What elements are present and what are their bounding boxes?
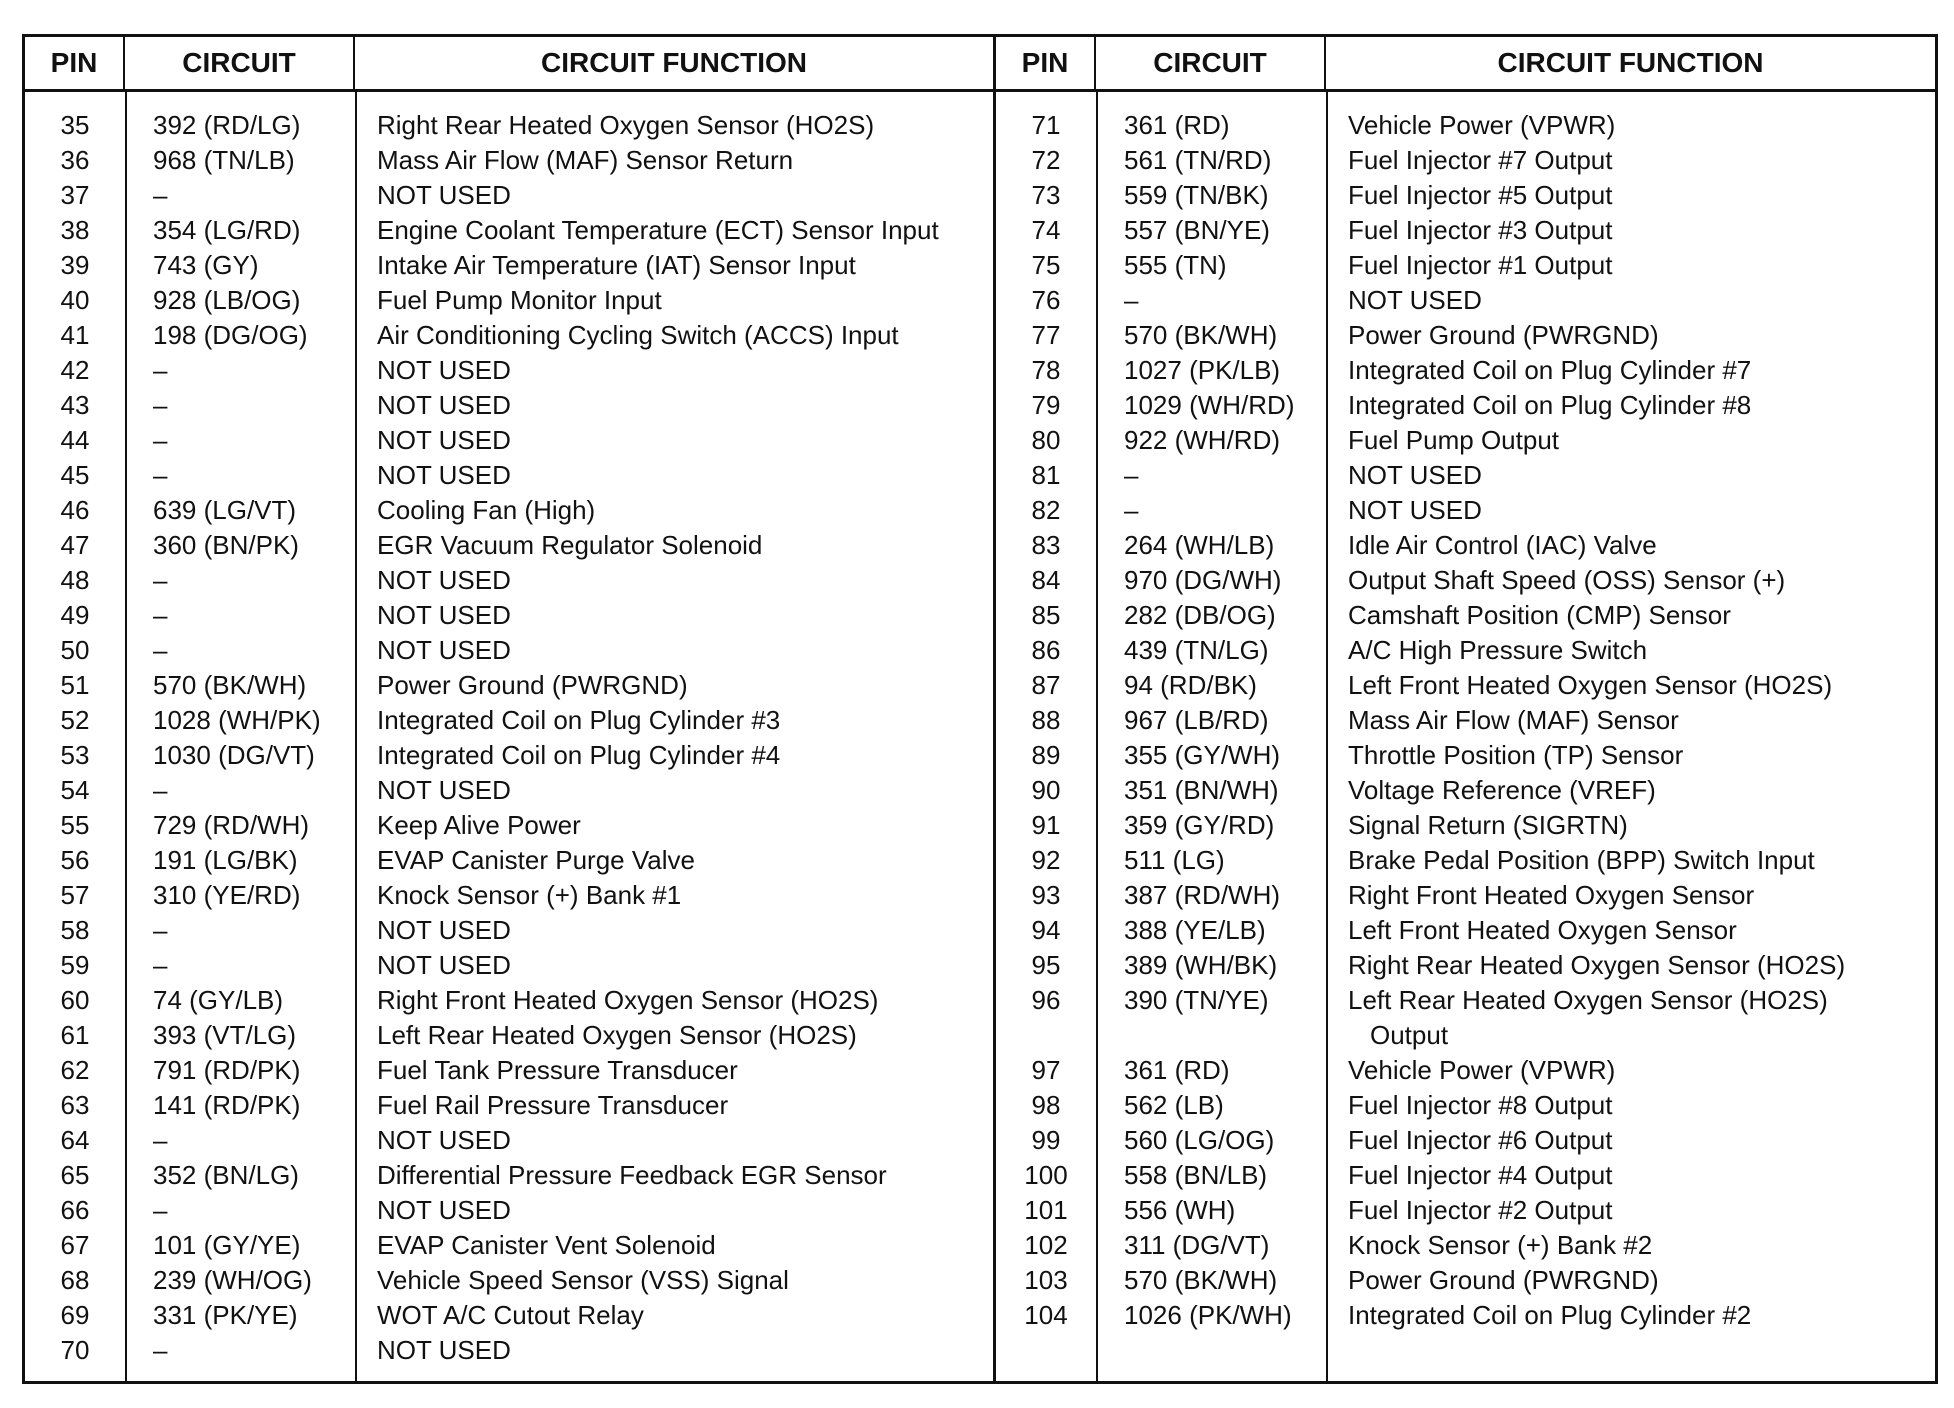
table-row (25, 1263, 993, 1298)
table-row (25, 948, 993, 983)
circuit-cell: 967 (LB/RD) (1124, 705, 1269, 735)
table-row (996, 703, 1935, 738)
pin-cell: 83 (1031, 530, 1061, 560)
pin-cell: 71 (1031, 110, 1061, 140)
pin-cell: 46 (60, 495, 90, 525)
function-cell: Fuel Injector #7 Output (1348, 145, 1613, 175)
pin-cell: 93 (1031, 880, 1061, 910)
table-row (996, 1053, 1935, 1088)
pin-cell: 94 (1031, 915, 1061, 945)
circuit-cell: – (153, 1335, 168, 1365)
function-cell: Fuel Rail Pressure Transducer (377, 1090, 729, 1120)
function-cell: Integrated Coil on Plug Cylinder #4 (377, 740, 781, 770)
circuit-cell: – (1124, 285, 1139, 315)
function-cell: Vehicle Speed Sensor (VSS) Signal (377, 1265, 789, 1295)
pin-cell: 64 (60, 1125, 90, 1155)
circuit-cell: 352 (BN/LG) (153, 1160, 299, 1190)
pin-cell: 96 (1031, 985, 1061, 1015)
table-row (25, 248, 993, 283)
circuit-cell: 264 (WH/LB) (1124, 530, 1275, 560)
left-rows (25, 108, 993, 1368)
table-row (25, 808, 993, 843)
function-cell: Differential Pressure Feedback EGR Sensor (377, 1160, 887, 1190)
table-row (996, 528, 1935, 563)
pin-cell: 78 (1031, 355, 1061, 385)
function-cell: Cooling Fan (High) (377, 495, 596, 525)
circuit-cell: 282 (DB/OG) (1124, 600, 1276, 630)
pin-cell: 42 (60, 355, 90, 385)
table-row (996, 213, 1935, 248)
function-cell: Fuel Injector #5 Output (1348, 180, 1613, 210)
pin-cell: 92 (1031, 845, 1061, 875)
function-cell: Idle Air Control (IAC) Valve (1348, 530, 1657, 560)
circuit-cell: 639 (LG/VT) (153, 495, 297, 525)
circuit-cell: 361 (RD) (1124, 110, 1230, 140)
pin-cell: 59 (60, 950, 90, 980)
pin-cell: 56 (60, 845, 90, 875)
pin-cell: 86 (1031, 635, 1061, 665)
circuit-cell: 198 (DG/OG) (153, 320, 308, 350)
function-cell: Air Conditioning Cycling Switch (ACCS) Input (377, 320, 899, 350)
circuit-cell: 559 (TN/BK) (1124, 180, 1269, 210)
circuit-cell: 1028 (WH/PK) (153, 705, 321, 735)
table-row (996, 458, 1935, 493)
function-cell: Power Ground (PWRGND) (1348, 1265, 1659, 1295)
function-cell: Left Rear Heated Oxygen Sensor (HO2S) (377, 1020, 857, 1050)
table-row (996, 178, 1935, 213)
function-cell: Fuel Injector #1 Output (1348, 250, 1613, 280)
table-row (25, 108, 993, 143)
table-row (996, 1158, 1935, 1193)
table-row (996, 143, 1935, 178)
circuit-cell: 393 (VT/LG) (153, 1020, 297, 1050)
pin-cell: 57 (60, 880, 90, 910)
pin-cell: 101 (1024, 1195, 1068, 1225)
table-row (25, 1123, 993, 1158)
pin-cell: 48 (60, 565, 90, 595)
function-cell: Left Front Heated Oxygen Sensor (HO2S) (1348, 670, 1833, 700)
function-cell: Throttle Position (TP) Sensor (1348, 740, 1684, 770)
pin-cell: 104 (1024, 1300, 1068, 1330)
circuit-cell: – (153, 635, 168, 665)
pin-cell: 43 (60, 390, 90, 420)
circuit-cell: – (1124, 460, 1139, 490)
pin-cell: 77 (1031, 320, 1061, 350)
pin-cell: 70 (60, 1335, 90, 1365)
table-row (996, 843, 1935, 878)
pin-cell: 51 (60, 670, 90, 700)
circuit-cell: 743 (GY) (153, 250, 259, 280)
function-cell: NOT USED (377, 635, 511, 665)
circuit-cell: 570 (BK/WH) (153, 670, 307, 700)
pin-cell: 100 (1024, 1160, 1068, 1190)
pin-cell: 102 (1024, 1230, 1068, 1260)
function-cell: EGR Vacuum Regulator Solenoid (377, 530, 763, 560)
pin-cell: 62 (60, 1055, 90, 1085)
function-cell: A/C High Pressure Switch (1348, 635, 1648, 665)
function-cell: Integrated Coil on Plug Cylinder #7 (1348, 355, 1752, 385)
pin-cell: 74 (1031, 215, 1061, 245)
pin-cell: 68 (60, 1265, 90, 1295)
circuit-cell: 389 (WH/BK) (1124, 950, 1278, 980)
pin-cell: 103 (1024, 1265, 1068, 1295)
pin-cell: 98 (1031, 1090, 1061, 1120)
function-cell: Right Front Heated Oxygen Sensor (HO2S) (377, 985, 879, 1015)
table-row (996, 1088, 1935, 1123)
pin-cell: 35 (60, 110, 90, 140)
pin-cell: 54 (60, 775, 90, 805)
table-row (25, 1298, 993, 1333)
pin-cell: 50 (60, 635, 90, 665)
circuit-cell: 351 (BN/WH) (1124, 775, 1279, 805)
table-row (996, 808, 1935, 843)
pin-cell: 36 (60, 145, 90, 175)
circuit-cell: – (153, 775, 168, 805)
function-cell: Keep Alive Power (377, 810, 581, 840)
table-row (996, 1263, 1935, 1298)
pin-cell: 73 (1031, 180, 1061, 210)
circuit-cell: 359 (GY/RD) (1124, 810, 1275, 840)
pin-cell: 88 (1031, 705, 1061, 735)
table-row (996, 423, 1935, 458)
circuit-cell: – (153, 1195, 168, 1225)
header-pin: PIN (25, 37, 125, 89)
function-cell: NOT USED (377, 915, 511, 945)
pin-cell: 37 (60, 180, 90, 210)
function-cell: Fuel Injector #3 Output (1348, 215, 1613, 245)
circuit-cell: – (153, 565, 168, 595)
pin-cell: 79 (1031, 390, 1061, 420)
pin-cell: 39 (60, 250, 90, 280)
table-row (25, 283, 993, 318)
pin-cell: 66 (60, 1195, 90, 1225)
table-row (25, 1018, 993, 1053)
function-cell: Fuel Pump Monitor Input (377, 285, 662, 315)
pin-cell: 47 (60, 530, 90, 560)
table-row (996, 598, 1935, 633)
function-cell: EVAP Canister Vent Solenoid (377, 1230, 716, 1260)
circuit-cell: 562 (LB) (1124, 1090, 1224, 1120)
circuit-cell: 310 (YE/RD) (153, 880, 301, 910)
circuit-cell: – (153, 425, 168, 455)
function-cell: NOT USED (377, 180, 511, 210)
function-cell: Fuel Injector #6 Output (1348, 1125, 1613, 1155)
table-row (25, 528, 993, 563)
circuit-cell: 74 (GY/LB) (153, 985, 284, 1015)
table-row (996, 1228, 1935, 1263)
pin-cell: 69 (60, 1300, 90, 1330)
function-cell: Right Rear Heated Oxygen Sensor (HO2S) (1348, 950, 1846, 980)
table-row (996, 563, 1935, 598)
table-row (25, 1228, 993, 1263)
function-cell: Vehicle Power (VPWR) (1348, 1055, 1616, 1085)
table-row (25, 633, 993, 668)
table-row (25, 563, 993, 598)
table-row (996, 948, 1935, 983)
table-row (996, 353, 1935, 388)
circuit-cell: 101 (GY/YE) (153, 1230, 301, 1260)
table-row (996, 318, 1935, 353)
pin-cell: 76 (1031, 285, 1061, 315)
circuit-cell: 361 (RD) (1124, 1055, 1230, 1085)
circuit-cell: 388 (YE/LB) (1124, 915, 1266, 945)
function-cell: Mass Air Flow (MAF) Sensor (1348, 705, 1679, 735)
circuit-cell: 570 (BK/WH) (1124, 1265, 1278, 1295)
table-row (25, 1333, 993, 1368)
circuit-cell: – (153, 355, 168, 385)
function-cell: WOT A/C Cutout Relay (377, 1300, 644, 1330)
table-row (25, 738, 993, 773)
circuit-cell: 922 (WH/RD) (1124, 425, 1281, 455)
table-row (996, 878, 1935, 913)
circuit-cell: 970 (DG/WH) (1124, 565, 1282, 595)
table-row (996, 388, 1935, 423)
function-cell: Right Front Heated Oxygen Sensor (1348, 880, 1755, 910)
function-cell: NOT USED (1348, 285, 1482, 315)
function-cell: Integrated Coil on Plug Cylinder #3 (377, 705, 781, 735)
circuit-cell: 94 (RD/BK) (1124, 670, 1257, 700)
function-cell: EVAP Canister Purge Valve (377, 845, 695, 875)
function-cell: Fuel Pump Output (1348, 425, 1559, 455)
table-row (25, 353, 993, 388)
table-row (25, 1158, 993, 1193)
header-circuit-function: CIRCUIT FUNCTION (541, 47, 807, 78)
table-row (25, 703, 993, 738)
pin-cell: 81 (1031, 460, 1061, 490)
circuit-cell: – (153, 1125, 168, 1155)
function-cell: Integrated Coil on Plug Cylinder #2 (1348, 1300, 1752, 1330)
circuit-cell: – (153, 915, 168, 945)
circuit-cell: 791 (RD/PK) (153, 1055, 301, 1085)
table-row (25, 1088, 993, 1123)
function-cell: NOT USED (1348, 460, 1482, 490)
circuit-cell: 511 (LG) (1124, 845, 1225, 875)
circuit-cell: 968 (TN/LB) (153, 145, 295, 175)
function-cell: NOT USED (377, 390, 511, 420)
circuit-cell: – (153, 180, 168, 210)
pin-cell: 72 (1031, 145, 1061, 175)
circuit-cell: 558 (BN/LB) (1124, 1160, 1268, 1190)
table-row (996, 283, 1935, 318)
function-cell: Right Rear Heated Oxygen Sensor (HO2S) (377, 110, 875, 140)
function-cell: Engine Coolant Temperature (ECT) Sensor Input (377, 215, 939, 245)
function-cell: Fuel Injector #2 Output (1348, 1195, 1613, 1225)
circuit-cell: 729 (RD/WH) (153, 810, 310, 840)
function-cell: Fuel Injector #4 Output (1348, 1160, 1613, 1190)
pin-cell: 45 (60, 460, 90, 490)
circuit-cell: 560 (LG/OG) (1124, 1125, 1275, 1155)
pin-cell: 40 (60, 285, 90, 315)
circuit-cell: 1026 (PK/WH) (1124, 1300, 1292, 1330)
circuit-cell: 354 (LG/RD) (153, 215, 301, 245)
pin-cell: 55 (60, 810, 90, 840)
circuit-cell: 191 (LG/BK) (153, 845, 298, 875)
pin-cell: 80 (1031, 425, 1061, 455)
table-row (996, 633, 1935, 668)
pin-cell: 52 (60, 705, 90, 735)
circuit-cell: 392 (RD/LG) (153, 110, 301, 140)
function-cell: Signal Return (SIGRTN) (1348, 810, 1628, 840)
pin-cell: 67 (60, 1230, 90, 1260)
table-row (25, 843, 993, 878)
function-cell: Knock Sensor (+) Bank #2 (1348, 1230, 1653, 1260)
function-cell: Knock Sensor (+) Bank #1 (377, 880, 682, 910)
circuit-cell: 360 (BN/PK) (153, 530, 299, 560)
function-cell: Intake Air Temperature (IAT) Sensor Input (377, 250, 856, 280)
function-cell: NOT USED (377, 1335, 511, 1365)
table-row (996, 983, 1935, 1018)
pin-cell: 91 (1031, 810, 1061, 840)
table-row (25, 983, 993, 1018)
function-cell: NOT USED (377, 355, 511, 385)
left-table-half (25, 37, 996, 1381)
right-table-half (996, 37, 1935, 1381)
function-cell: Mass Air Flow (MAF) Sensor Return (377, 145, 794, 175)
function-cell: NOT USED (377, 425, 511, 455)
table-row (996, 248, 1935, 283)
table-row (996, 493, 1935, 528)
function-cell: Vehicle Power (VPWR) (1348, 110, 1616, 140)
left-table-body (25, 92, 993, 1381)
pin-cell: 49 (60, 600, 90, 630)
pin-cell: 41 (60, 320, 90, 350)
pin-cell: 99 (1031, 1125, 1061, 1155)
circuit-cell: 439 (TN/LG) (1124, 635, 1269, 665)
pin-cell: 65 (60, 1160, 90, 1190)
circuit-cell: 390 (TN/YE) (1124, 985, 1269, 1015)
circuit-cell: 570 (BK/WH) (1124, 320, 1278, 350)
right-rows (996, 108, 1935, 1333)
function-cell: NOT USED (377, 600, 511, 630)
table-row (25, 388, 993, 423)
table-row (25, 668, 993, 703)
pin-cell: 60 (60, 985, 90, 1015)
pin-cell: 75 (1031, 250, 1061, 280)
left-header-row (25, 37, 993, 92)
table-row (25, 1193, 993, 1228)
right-header-row (996, 37, 1935, 92)
pin-cell: 53 (60, 740, 90, 770)
pin-cell: 63 (60, 1090, 90, 1120)
function-cell: Fuel Injector #8 Output (1348, 1090, 1613, 1120)
table-row (996, 773, 1935, 808)
pin-cell: 84 (1031, 565, 1061, 595)
table-row (25, 423, 993, 458)
pin-cell: 58 (60, 915, 90, 945)
table-row (996, 913, 1935, 948)
circuit-cell: 141 (RD/PK) (153, 1090, 301, 1120)
table-row (996, 738, 1935, 773)
function-cell: NOT USED (377, 460, 511, 490)
table-row (996, 1193, 1935, 1228)
function-cell: NOT USED (1348, 495, 1482, 525)
circuit-cell: 1029 (WH/RD) (1124, 390, 1295, 420)
function-cell: Left Rear Heated Oxygen Sensor (HO2S) (1348, 985, 1828, 1015)
table-row (25, 318, 993, 353)
circuit-cell: – (153, 390, 168, 420)
pin-cell: 44 (60, 425, 90, 455)
circuit-cell: – (153, 600, 168, 630)
table-row (25, 878, 993, 913)
function-cell: Camshaft Position (CMP) Sensor (1348, 600, 1731, 630)
function-cell: NOT USED (377, 775, 511, 805)
circuit-cell: – (1124, 495, 1139, 525)
circuit-cell: 557 (BN/YE) (1124, 215, 1270, 245)
pin-cell: 95 (1031, 950, 1061, 980)
table-row (996, 1018, 1935, 1053)
header-circuit: CIRCUIT (125, 37, 355, 89)
function-cell: NOT USED (377, 1125, 511, 1155)
circuit-cell: – (153, 460, 168, 490)
circuit-cell: – (153, 950, 168, 980)
table-row (25, 143, 993, 178)
function-cell: Power Ground (PWRGND) (1348, 320, 1659, 350)
circuit-cell: 928 (LB/OG) (153, 285, 301, 315)
header-circuit: CIRCUIT (1096, 37, 1326, 89)
header-pin: PIN (996, 37, 1096, 89)
circuit-cell: 555 (TN) (1124, 250, 1227, 280)
table-row (25, 598, 993, 633)
table-row (25, 773, 993, 808)
right-table-body (996, 92, 1935, 1381)
table-row (996, 668, 1935, 703)
circuit-cell: 331 (PK/YE) (153, 1300, 298, 1330)
function-cell: NOT USED (377, 565, 511, 595)
function-cell: Output (1370, 1020, 1449, 1050)
pin-cell: 97 (1031, 1055, 1061, 1085)
header-circuit-function: CIRCUIT FUNCTION (1497, 47, 1764, 78)
pinout-table (22, 34, 1938, 1384)
table-row (25, 913, 993, 948)
circuit-cell: 561 (TN/RD) (1124, 145, 1272, 175)
function-cell: Output Shaft Speed (OSS) Sensor (+) (1348, 565, 1786, 595)
function-cell: Power Ground (PWRGND) (377, 670, 688, 700)
table-row (25, 1053, 993, 1088)
table-row (25, 178, 993, 213)
circuit-cell: 1030 (DG/VT) (153, 740, 315, 770)
circuit-cell: 556 (WH) (1124, 1195, 1236, 1225)
table-row (996, 1123, 1935, 1158)
pin-cell: 85 (1031, 600, 1061, 630)
pin-cell: 82 (1031, 495, 1061, 525)
function-cell: NOT USED (377, 1195, 511, 1225)
table-row (996, 1298, 1935, 1333)
function-cell: Voltage Reference (VREF) (1348, 775, 1656, 805)
function-cell: Fuel Tank Pressure Transducer (377, 1055, 738, 1085)
function-cell: Left Front Heated Oxygen Sensor (1348, 915, 1737, 945)
function-cell: Integrated Coil on Plug Cylinder #8 (1348, 390, 1752, 420)
pin-cell: 89 (1031, 740, 1061, 770)
table-row (25, 493, 993, 528)
pin-cell: 90 (1031, 775, 1061, 805)
table-row (25, 458, 993, 493)
pin-cell: 87 (1031, 670, 1061, 700)
table-row (25, 213, 993, 248)
table-row (996, 108, 1935, 143)
circuit-cell: 239 (WH/OG) (153, 1265, 312, 1295)
circuit-cell: 355 (GY/WH) (1124, 740, 1281, 770)
function-cell: NOT USED (377, 950, 511, 980)
circuit-cell: 387 (RD/WH) (1124, 880, 1281, 910)
circuit-cell: 311 (DG/VT) (1124, 1230, 1270, 1260)
function-cell: Brake Pedal Position (BPP) Switch Input (1348, 845, 1815, 875)
pin-cell: 38 (60, 215, 90, 245)
circuit-cell: 1027 (PK/LB) (1124, 355, 1281, 385)
pin-cell: 61 (60, 1020, 90, 1050)
